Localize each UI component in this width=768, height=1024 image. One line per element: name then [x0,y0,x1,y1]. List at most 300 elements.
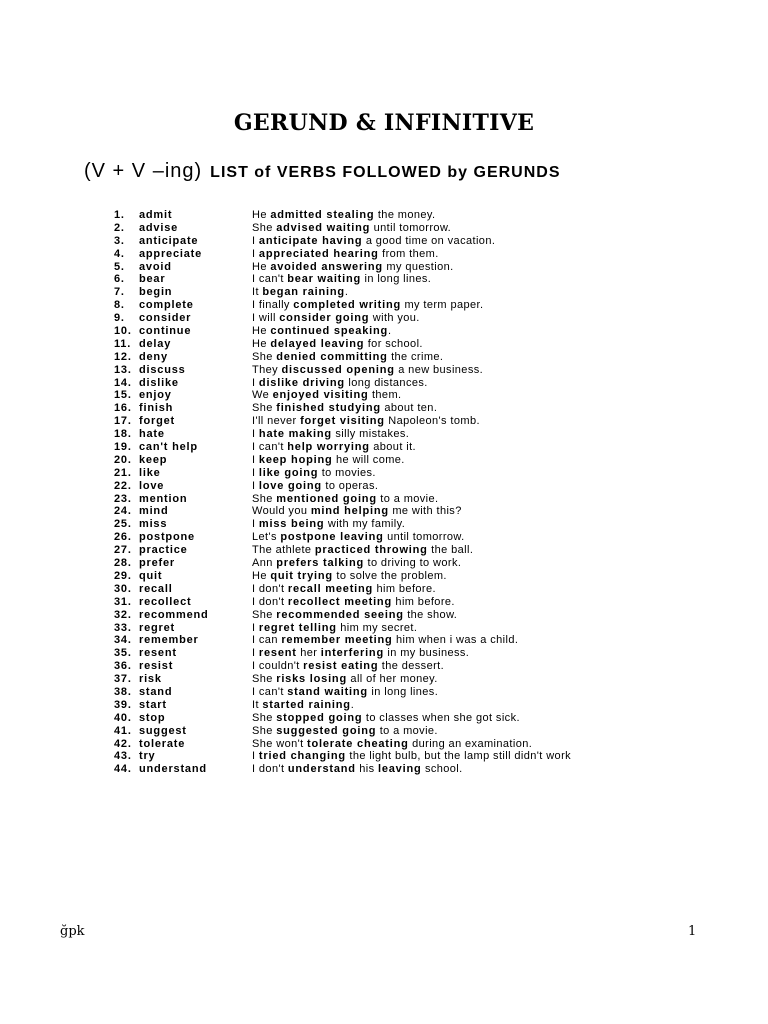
sentence-text: my term paper. [401,299,484,312]
section-heading [84,160,561,183]
item-number: 25. [114,518,132,531]
sentence-text: I can't [252,685,288,698]
item-verb: tolerate [139,737,186,750]
example-sentence [252,248,439,261]
list-item [114,750,714,763]
gerund-phrase: tried changing [258,750,346,763]
item-verb: deny [139,350,168,363]
gerund-phrase: tolerate cheating [307,737,409,750]
sentence-text: to classes when she got sick. [362,711,520,724]
sentence-text: him before. [373,582,436,595]
sentence-text: I can't [252,273,288,286]
sentence-text: I [252,453,259,466]
example-sentence [252,338,423,351]
sentence-text: . [388,325,392,338]
list-item [114,222,714,235]
sentence-text: him when i was a child. [392,634,519,647]
example-sentence [252,505,462,518]
example-sentence [252,583,436,596]
sentence-text: I will [252,312,280,325]
example-sentence [252,325,392,338]
list-item [114,557,714,570]
example-sentence [252,261,454,274]
example-sentence [252,673,438,686]
list-item [114,544,714,557]
gerund-phrase: delayed leaving [270,337,365,350]
list-item [114,660,714,673]
sentence-text: a good time on vacation. [362,234,496,247]
sentence-text: I [252,234,259,247]
item-number: 27. [114,544,132,557]
sentence-text: until tomorrow. [383,531,465,544]
item-number: 6. [114,273,125,286]
example-sentence [252,467,376,480]
sentence-text: about ten. [380,402,438,415]
item-number: 41. [114,724,132,737]
list-item [114,248,714,261]
sentence-text: them. [368,389,402,402]
list-item [114,505,714,518]
gerund-phrase: help worrying [287,441,370,454]
sentence-text: Napoleon's tomb. [384,415,480,428]
list-item [114,454,714,467]
list-item [114,647,714,660]
item-number: 15. [114,389,132,402]
gerund-phrase: understand [287,763,356,776]
sentence-text: I [252,518,259,531]
sentence-text: with my family. [324,518,406,531]
example-sentence [252,622,417,635]
item-verb: forget [139,415,175,428]
item-number: 32. [114,608,132,621]
item-number: 2. [114,221,125,234]
sentence-text: We [252,389,273,402]
item-verb: miss [139,518,168,531]
item-verb: practice [139,544,188,557]
item-verb: anticipate [139,234,199,247]
list-item [114,325,714,338]
list-item [114,389,714,402]
sentence-text: him my secret. [336,621,418,634]
item-verb: prefer [139,557,175,570]
item-number: 24. [114,505,132,518]
gerund-phrase: began raining [262,286,345,299]
item-verb: can't help [139,441,198,454]
sentence-text: to driving to work. [364,557,462,570]
example-sentence [252,299,483,312]
example-sentence [252,493,439,506]
item-number: 34. [114,634,132,647]
item-number: 39. [114,698,132,711]
item-verb: risk [139,673,162,686]
gerund-phrase: consider going [279,312,370,325]
item-verb: finish [139,402,174,415]
list-item [114,763,714,776]
gerund-phrase: leaving [377,763,422,776]
example-sentence [252,531,465,544]
item-number: 35. [114,647,132,660]
example-sentence [252,570,447,583]
example-sentence [252,454,405,467]
item-verb: continue [139,325,192,338]
sentence-text: to movies. [318,466,376,479]
item-verb: discuss [139,363,186,376]
sentence-text: silly mistakes. [331,428,410,441]
list-item [114,261,714,274]
item-verb: enjoy [139,389,172,402]
sentence-text: She [252,221,277,234]
sentence-text: in long lines. [367,685,439,698]
example-sentence [252,750,571,763]
gerund-phrase: risks losing [276,673,347,686]
item-number: 40. [114,711,132,724]
heading-main: LIST of VERBS FOLLOWED by GERUNDS [210,164,561,181]
gerund-phrase: regret telling [258,621,337,634]
list-item [114,493,714,506]
item-verb: delay [139,337,172,350]
item-verb: advise [139,221,179,234]
list-item [114,441,714,454]
gerund-phrase: keep hoping [258,453,333,466]
sentence-text: He [252,325,271,338]
example-sentence [252,544,473,557]
sentence-text: he will come. [332,453,405,466]
item-number: 23. [114,492,132,505]
item-verb: stop [139,711,166,724]
sentence-text: I finally [252,299,294,312]
sentence-text: He [252,337,271,350]
example-sentence [252,518,405,531]
item-number: 20. [114,453,132,466]
gerund-phrase: denied committing [276,350,388,363]
gerund-phrase: recall meeting [287,582,374,595]
gerund-phrase: practiced throwing [314,544,428,557]
gerund-phrase: postpone leaving [280,531,384,544]
sentence-text: I [252,750,259,763]
page-number: 1 [688,924,697,939]
list-item [114,699,714,712]
gerund-phrase: advised waiting [276,221,371,234]
sentence-text: It [252,286,263,299]
sentence-text: He [252,209,271,221]
sentence-text: I don't [252,582,288,595]
list-item [114,377,714,390]
sentence-text: a new business. [394,363,484,376]
gerund-phrase: like going [258,466,319,479]
sentence-text: . [344,286,349,299]
example-sentence [252,763,463,776]
list-item [114,738,714,751]
item-verb: try [139,750,156,763]
gerund-phrase: completed writing [293,299,402,312]
item-verb: like [139,466,161,479]
sentence-text: to solve the problem. [332,569,447,582]
sentence-text: the dessert. [378,660,445,673]
list-item [114,428,714,441]
item-number: 21. [114,466,132,479]
sentence-text: from them. [378,247,439,260]
sentence-text: She [252,608,277,621]
gerund-phrase: avoided answering [270,260,383,273]
document-title: GERUND & INFINITIVE [233,110,535,136]
item-verb: suggest [139,724,187,737]
sentence-text: the show. [403,608,458,621]
sentence-text: her [296,647,321,660]
item-number: 31. [114,595,132,608]
item-verb: mention [139,492,188,505]
example-sentence [252,480,378,493]
item-number: 7. [114,286,125,299]
item-verb: resist [139,660,174,673]
item-verb: appreciate [139,247,203,260]
item-number: 9. [114,312,125,325]
item-verb: bear [139,273,166,286]
sentence-text: I can [252,634,282,647]
item-verb: remember [139,634,199,647]
sentence-text: I can't [252,441,288,454]
sentence-text: my question. [382,260,454,273]
list-item [114,338,714,351]
sentence-text: him before. [391,595,455,608]
sentence-text: for school. [364,337,423,350]
sentence-text: I [252,647,259,660]
footer-initials: ğpk [60,924,85,939]
list-item [114,570,714,583]
list-item [114,402,714,415]
example-sentence [252,738,532,751]
gerund-phrase: finished studying [276,402,381,415]
example-sentence [252,725,438,738]
sentence-text: about it. [369,441,416,454]
example-sentence [252,428,409,441]
gerund-phrase: resent [258,647,297,660]
sentence-text: with you. [369,312,420,325]
sentence-text: I don't [252,595,288,608]
item-number: 8. [114,299,125,312]
gerund-phrase: prefers talking [276,557,365,570]
item-verb: stand [139,685,173,698]
gerund-phrase: dislike driving [258,376,345,389]
example-sentence [252,415,480,428]
item-number: 19. [114,441,132,454]
item-number: 38. [114,685,132,698]
item-verb: understand [139,763,207,776]
gerund-phrase: continued speaking [270,325,389,338]
example-sentence [252,389,401,402]
item-number: 44. [114,763,132,776]
item-number: 14. [114,376,132,389]
item-verb: complete [139,299,194,312]
sentence-text: He [252,260,271,273]
gerund-phrase: mentioned going [276,492,377,505]
example-sentence [252,660,444,673]
example-sentence [252,364,483,377]
sentence-text: the crime. [387,350,444,363]
item-number: 3. [114,234,125,247]
example-sentence [252,273,431,286]
item-number: 12. [114,350,132,363]
gerund-phrase: recollect meeting [287,595,392,608]
example-sentence [252,686,438,699]
item-number: 29. [114,569,132,582]
sentence-text: She won't [252,737,308,750]
list-item [114,235,714,248]
item-number: 37. [114,673,132,686]
sentence-text: She [252,492,277,505]
item-number: 26. [114,531,132,544]
gerund-phrase: admitted stealing [270,209,375,221]
list-item [114,725,714,738]
item-verb: keep [139,453,168,466]
sentence-text: school. [421,763,463,776]
sentence-text: to a movie. [376,492,439,505]
list-item [114,686,714,699]
item-number: 11. [114,337,132,350]
item-verb: recollect [139,595,192,608]
item-verb: dislike [139,376,179,389]
sentence-text: in long lines. [361,273,432,286]
item-number: 22. [114,479,132,492]
list-item [114,467,714,480]
item-number: 16. [114,402,132,415]
list-item [114,622,714,635]
sentence-text: The athlete [252,544,315,557]
example-sentence [252,377,428,390]
sentence-text: Ann [252,557,277,570]
sentence-text: She [252,673,277,686]
example-sentence [252,557,461,570]
gerund-phrase: quit trying [270,569,333,582]
example-sentence [252,209,435,222]
item-verb: avoid [139,260,172,273]
list-item [114,415,714,428]
sentence-text: to a movie. [376,724,438,737]
gerund-phrase: love going [258,479,322,492]
item-verb: hate [139,428,165,441]
item-verb: resent [139,647,177,660]
item-verb: love [139,479,165,492]
gerund-phrase: remember meeting [281,634,393,647]
item-number: 43. [114,750,132,763]
sentence-text: me with this? [388,505,462,518]
item-verb: regret [139,621,175,634]
list-item [114,480,714,493]
item-number: 33. [114,621,132,634]
sentence-text: I [252,376,259,389]
gerund-phrase: resist eating [303,660,379,673]
list-item [114,634,714,647]
item-verb: mind [139,505,169,518]
gerund-phrase: forget visiting [300,415,385,428]
example-sentence [252,712,520,725]
sentence-text: all of her money. [346,673,438,686]
item-number: 4. [114,247,125,260]
item-verb: quit [139,569,163,582]
example-sentence [252,609,457,622]
gerund-phrase: suggested going [276,724,377,737]
gerund-phrase: bear waiting [287,273,362,286]
list-item [114,583,714,596]
gerund-phrase: interfering [320,647,384,660]
item-number: 30. [114,582,132,595]
sentence-text: until tomorrow. [370,221,452,234]
item-number: 42. [114,737,132,750]
example-sentence [252,222,451,235]
gerund-phrase: enjoyed visiting [272,389,369,402]
item-number: 5. [114,260,125,273]
sentence-text: I'll never [252,415,301,428]
sentence-text: I [252,621,259,634]
item-verb: recommend [139,608,209,621]
sentence-text: She [252,711,277,724]
list-item [114,209,714,222]
example-sentence [252,235,495,248]
example-sentence [252,351,443,364]
sentence-text: long distances. [344,376,428,389]
list-item [114,596,714,609]
sentence-text: the light bulb, but the lamp still didn't work [345,750,572,763]
item-verb: recall [139,582,173,595]
item-number: 18. [114,428,132,441]
sentence-text: I [252,247,259,260]
sentence-text: during an examination. [408,737,533,750]
list-item [114,312,714,325]
sentence-text: I [252,479,259,492]
sentence-text: He [252,569,271,582]
example-sentence [252,286,348,299]
example-sentence [252,441,416,454]
gerund-phrase: recommended seeing [276,608,404,621]
gerund-phrase: stand waiting [287,685,368,698]
sentence-text: She [252,350,277,363]
item-number: 17. [114,415,132,428]
gerund-phrase: discussed opening [281,363,395,376]
sentence-text: She [252,402,277,415]
sentence-text: . [350,698,355,711]
item-number: 13. [114,363,132,376]
verb-list [114,209,714,776]
example-sentence [252,647,469,660]
item-verb: consider [139,312,192,325]
sentence-text: I don't [252,763,288,776]
item-verb: start [139,698,167,711]
gerund-phrase: appreciated hearing [258,247,379,260]
list-item [114,712,714,725]
sentence-text: She [252,724,277,737]
item-verb: admit [139,209,173,221]
gerund-phrase: mind helping [310,505,389,518]
list-item [114,609,714,622]
item-verb: begin [139,286,173,299]
gerund-phrase: anticipate having [258,234,363,247]
example-sentence [252,596,455,609]
list-item [114,364,714,377]
gerund-phrase: stopped going [276,711,363,724]
item-number: 10. [114,325,132,338]
list-item [114,273,714,286]
example-sentence [252,312,420,325]
sentence-text: I couldn't [252,660,304,673]
gerund-phrase: started raining [262,698,351,711]
sentence-text: Let's [252,531,281,544]
heading-prefix: (V + V –ing) [84,160,203,182]
gerund-phrase: hate making [258,428,332,441]
sentence-text: It [252,698,263,711]
sentence-text: I [252,428,259,441]
item-number: 36. [114,660,132,673]
item-number: 1. [114,209,125,221]
list-item [114,286,714,299]
